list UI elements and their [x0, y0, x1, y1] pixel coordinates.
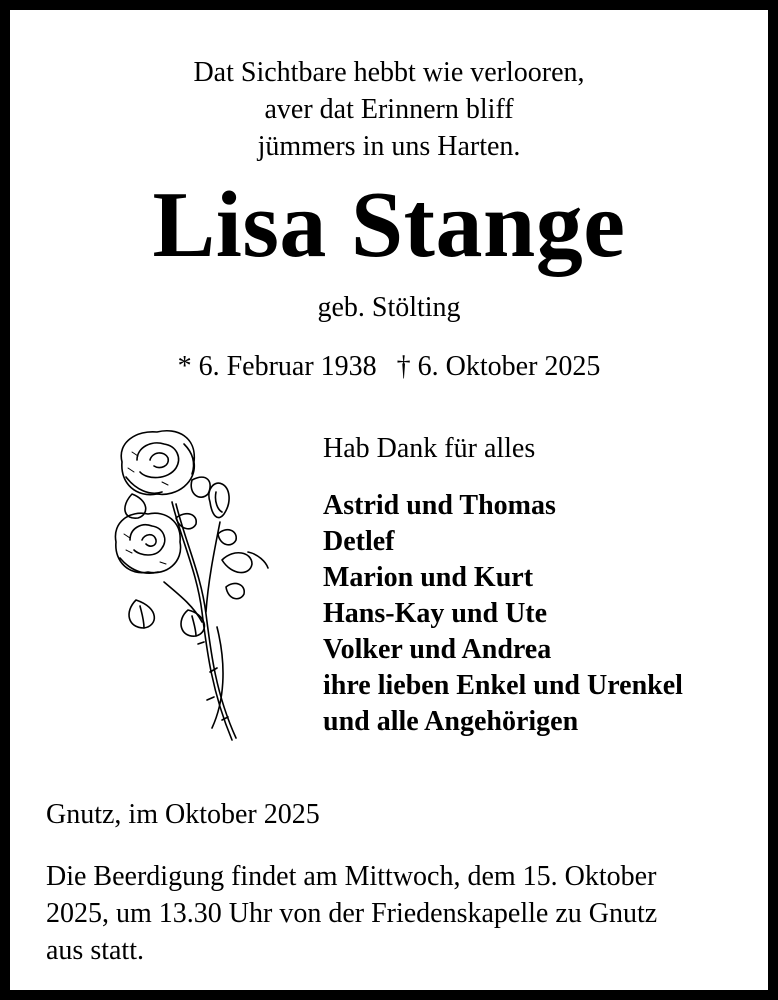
life-dates [10, 350, 768, 384]
family-member: und alle Angehörigen [323, 706, 579, 737]
rose-illustration-icon [102, 422, 282, 752]
family-member: Detlef [323, 526, 395, 557]
funeral-line: aus statt. [46, 935, 144, 966]
deceased-name: Lisa Stange [152, 173, 626, 277]
thanks-line: Hab Dank für alles [323, 433, 536, 464]
poem-line: jümmers in uns Harten. [257, 131, 521, 162]
family-member: ihre lieben Enkel und Urenkel [323, 670, 683, 701]
death-date: † 6. Oktober 2025 [396, 351, 601, 382]
family-member: Astrid und Thomas [323, 490, 556, 521]
poem [10, 54, 768, 165]
birth-name: geb. Stölting [317, 292, 461, 323]
poem-line: Dat Sichtbare hebbt wie verlooren, [193, 57, 585, 88]
funeral-line: Die Beerdigung findet am Mittwoch, dem 15. Oktober [46, 861, 657, 892]
birth-date: * 6. Februar 1938 [177, 351, 377, 382]
poem-line: aver dat Erinnern bliff [264, 94, 514, 125]
place-date: Gnutz, im Oktober 2025 [46, 799, 320, 830]
family-list [323, 488, 683, 740]
family-member: Volker und Andrea [323, 634, 552, 665]
funeral-line: 2025, um 13.30 Uhr von der Friedenskapelle zu Gnutz [46, 898, 658, 929]
family-member: Hans-Kay und Ute [323, 598, 548, 629]
family-member: Marion und Kurt [323, 562, 534, 593]
funeral-info [46, 858, 746, 969]
